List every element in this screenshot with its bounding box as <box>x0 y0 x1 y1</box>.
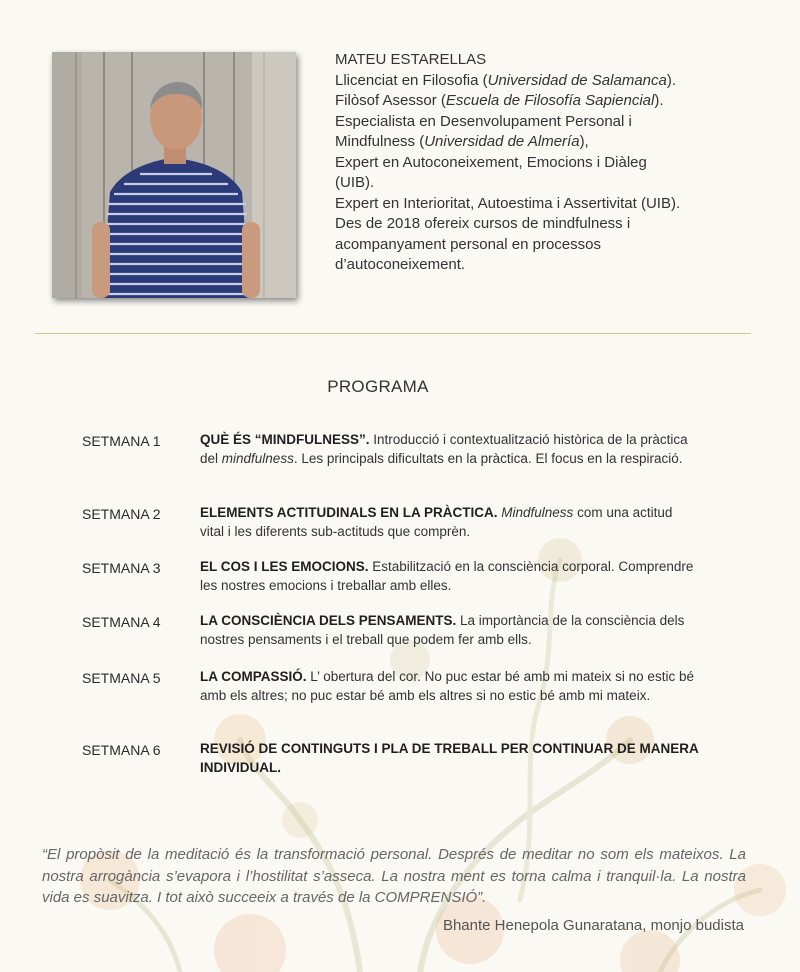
program-title: PROGRAMA <box>327 377 429 396</box>
bio <box>335 50 775 276</box>
bio-name: MATEU ESTARELLAS <box>335 51 487 68</box>
bio-line-1: Llicenciat en Filosofia (Universidad de Salamanca). <box>335 71 677 89</box>
week-3-label: SETMANA 3 <box>82 560 161 576</box>
week-3-description: EL COS I LES EMOCIONS. Estabilització en la consciència corporal. Comprendre les nostres emocions i treballar amb elles. <box>200 559 694 593</box>
bio-line-2: Filòsof Asessor (Escuela de Filosofía Sapiencial). <box>335 92 664 109</box>
meditation-quote: “El propòsit de la meditació és la transformació personal. Després de meditar no som els mateixos. La nostra arrogància s’evapora i l’hostilitat s’asseca. La nostra ment es torna calma i tranquil·la. La nostra vida es suavitza. I tot això succeeix a través de la COMPRENSIÓ”. <box>42 846 746 906</box>
section-divider <box>35 333 751 334</box>
week-6-description: REVISIÓ DE CONTINGUTS I PLA DE TREBALL PER CONTINUAR DE MANERA INDIVIDUAL. <box>200 741 699 775</box>
week-4-label: SETMANA 4 <box>82 614 161 630</box>
week-6-label: SETMANA 6 <box>82 742 161 758</box>
bio-line-5: Expert en Autoconeixement, Emocions i Diàleg <box>335 153 647 171</box>
bio-line-10: d’autoconeixement. <box>335 256 466 273</box>
bio-line-7: Expert en Interioritat, Autoestima i Assertivitat (UIB). <box>335 194 681 212</box>
week-2-description: ELEMENTS ACTITUDINALS EN LA PRÀCTICA. Mindfulness com una actitud vital i les diferents sub-actituds que comprèn. <box>200 505 673 539</box>
bio-line-4: Mindfulness (Universidad de Almería), <box>335 133 589 150</box>
week-4-description: LA CONSCIÈNCIA DELS PENSAMENTS. La importància de la consciència dels nostres pensaments i el treball que podem fer amb ells. <box>200 613 685 647</box>
week-1-description: QUÈ ÉS “MINDFULNESS”. Introducció i contextualització històrica de la pràctica del mindfulness. Les principals dificultats en la pràctica. El focus en la respiració. <box>200 432 688 466</box>
bio-line-8: Des de 2018 ofereix cursos de mindfulness i <box>335 215 631 232</box>
week-5-label: SETMANA 5 <box>82 670 161 686</box>
bio-line-3: Especialista en Desenvolupament Personal i <box>335 112 632 130</box>
week-5-description: LA COMPASSIÓ. L’ obertura del cor. No puc estar bé amb mi mateix si no estic bé amb els altres; no puc estar bé amb els altres si no estic bé amb mi mateix. <box>200 669 694 703</box>
portrait-photo <box>52 52 296 298</box>
quote-author: Bhante Henepola Gunaratana, monjo budista <box>442 917 744 934</box>
bio-line-9: acompanyament personal en processos <box>335 235 601 253</box>
week-2-label: SETMANA 2 <box>82 506 161 522</box>
week-1-label: SETMANA 1 <box>82 433 161 449</box>
bio-line-6: (UIB). <box>335 174 375 191</box>
